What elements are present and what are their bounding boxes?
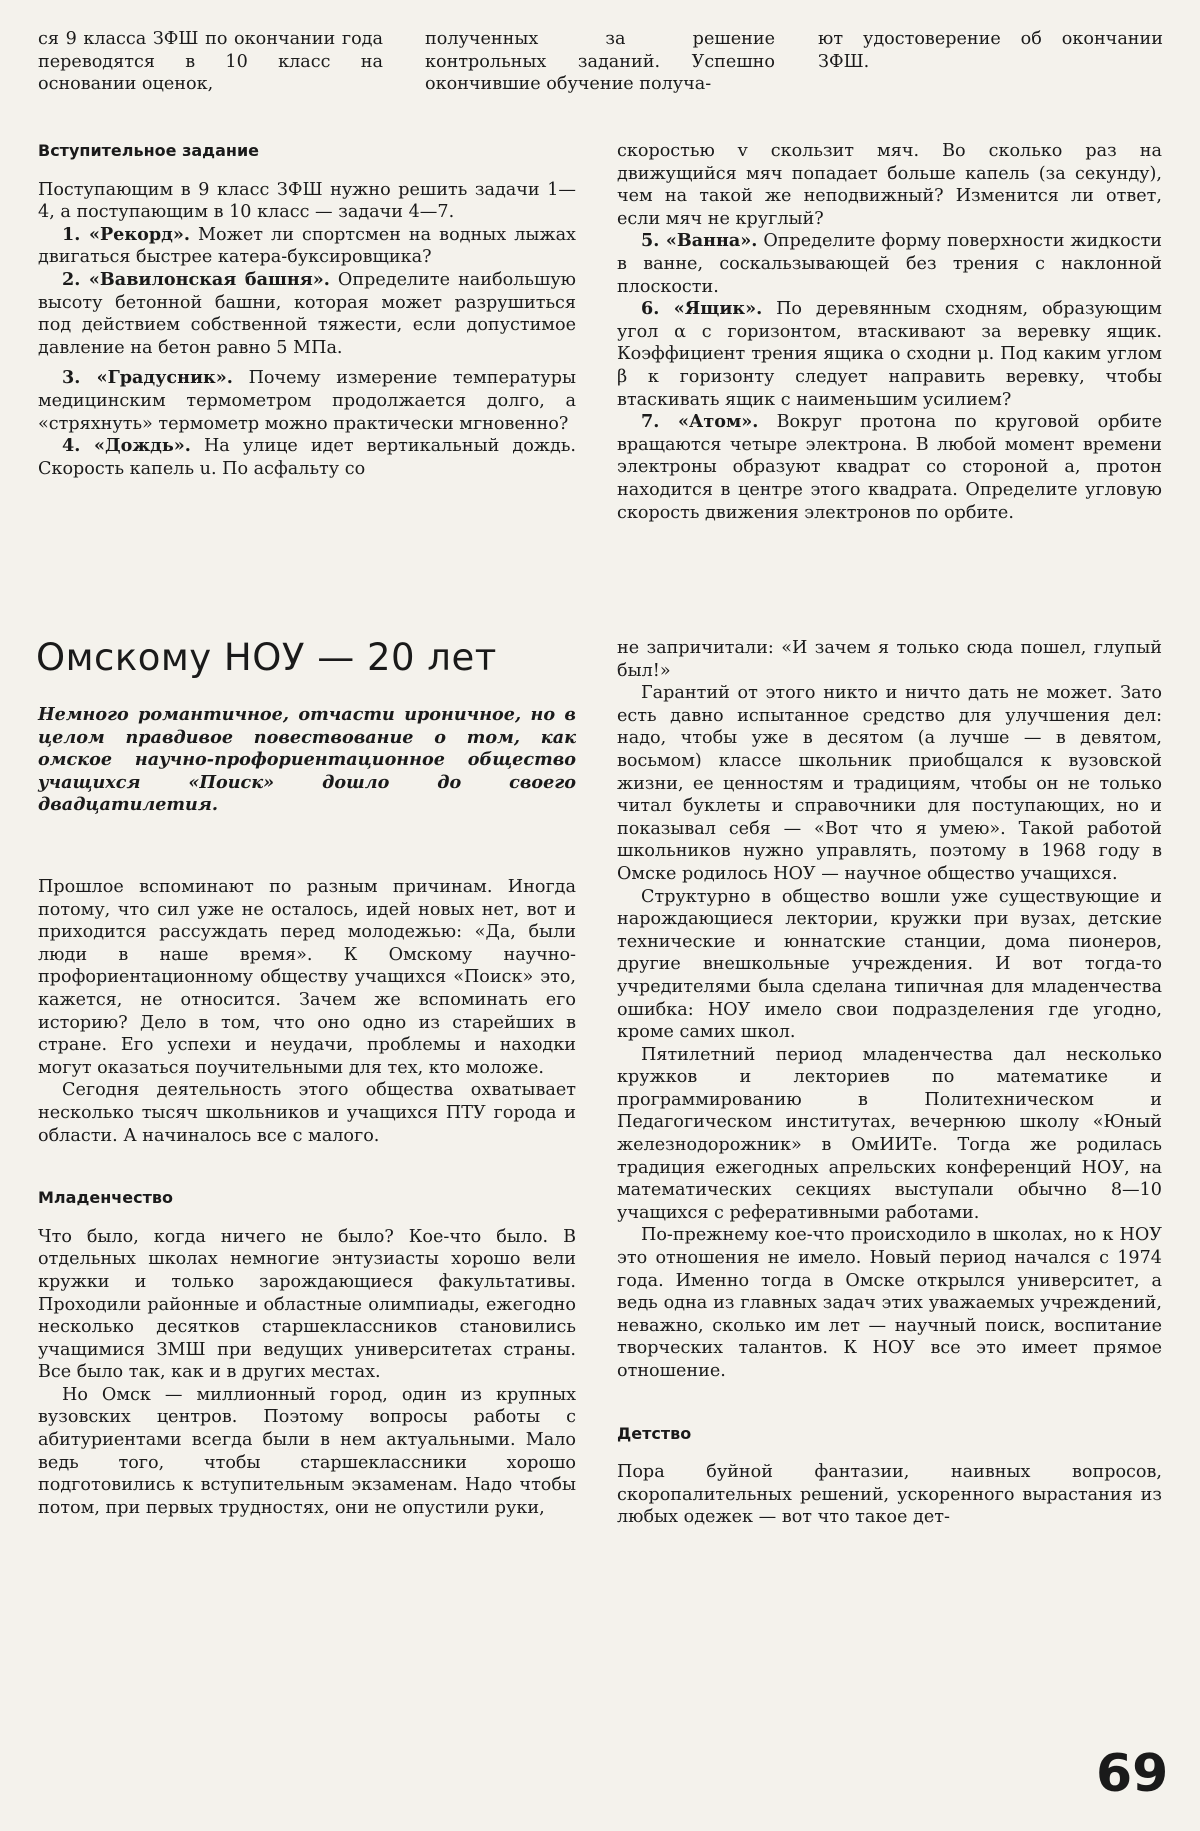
text-paragraph: Но Омск — миллионный город, один из крупных вузовских центров. Поэтому вопросы работы с абитуриентами всегда были в нем актуальными. Мало ведь того, чтобы старшеклассники хорошо подготовились к вступительным экзаменам. Надо чтобы потом, при первых трудностях, они не опустили руки, [38,1384,576,1518]
problem-label: 4. «Дождь». [62,435,191,457]
article-title: Омскому НОУ — 20 лет [36,636,497,679]
text-paragraph: Сегодня деятельность этого общества охватывает несколько тысяч школьников и учащихся ПТУ города и области. А начиналось все с малого. [38,1080,576,1146]
text-paragraph: полученных за решение контрольных заданий. Успешно окончившие обучение получа- [425,29,775,95]
problem-1: 1. «Рекорд». Может ли спортсмен на водных лыжах двигаться быстрее катера-буксировщика? [38,223,576,268]
problem-label: 2. «Вавилонская башня». [62,268,330,290]
page-number: 69 [1096,1744,1169,1804]
text-paragraph: Структурно в общество вошли уже существующие и нарождающиеся лектории, кружки при вузах, детские технические и юннатские станции, дома пионеров, другие внешкольные учреждения. И вот тогда-то учредителями была сделана типичная для младенчества ошибка: НОУ имело свои подразделения где угодно, кроме самих школ. [617,886,1162,1043]
top-fragment-col1 [38,28,383,96]
entrance-task-left [38,140,576,480]
problem-3: 3. «Градусник». Почему измерение температуры медицинским термометром продолжается долго, а «стряхнуть» термометр можно практически мгновенно? [38,367,576,434]
text-paragraph: Пятилетний период младенчества дал несколько кружков и лекториев по математике и программированию в Политехническом и Педагогическом институтах, вечернюю школу «Юный железнодорожник» в ОмИИТе. Тогда же родилась традиция ежегодных апрельских конференций НОУ, на математических секциях выступали обычно 8—10 учащихся с реферативными работами. [617,1044,1162,1223]
problem-5: 5. «Ванна». Определите форму поверхности жидкости в ванне, соскальзывающей без трения с наклонной плоскости. [617,230,1163,297]
text-paragraph: Гарантий от этого никто и ничто дать не может. Зато есть давно испытанное средство для улучшения дел: надо, чтобы уже в десятом (а лучше — в девятом, восьмом) классе школьник приобщался к вузовской жизни, ее ценностям и традициям, чтобы он не только читал буклеты и справочники для поступающих, но и показывал себя — «Вот что я умею». Такой работой школьников нужно управлять, поэтому в 1968 году в Омске родилось НОУ — научное общество учащихся. [617,683,1162,884]
text-paragraph: По-прежнему кое-что происходило в школах, но к НОУ это отношения не имело. Новый период начался с 1974 года. Именно тогда в Омске открылся университет, а ведь одна из главных задач этих уважаемых учреждений, неважно, сколько им лет — научный поиск, воспитание творческих талантов. К НОУ все это имеет прямое отношение. [617,1225,1162,1381]
text-paragraph: ся 9 класса ЗФШ по окончании года переводятся в 10 класс на основании оценок, [38,29,383,95]
entrance-task-intro: Поступающим в 9 класс ЗФШ нужно решить задачи 1—4, а поступающим в 10 класс — задачи 4—7. [38,179,576,223]
article-lead: Немного романтичное, отчасти ироничное, но в целом правдивое повествование о том, как омское научно-профориентационное общество учащихся «Поиск» дошло до своего двадцатилетия. [38,704,576,816]
problem-label: 5. «Ванна». [641,230,758,252]
problem-4: 4. «Дождь». На улице идет вертикальный дождь. Скорость капель u. По асфальту со [38,435,576,479]
article-left-column [38,876,576,1519]
text-paragraph: Что было, когда ничего не было? Кое-что было. В отдельных школах немногие энтузиасты хорошо вели кружки и только зарождающиеся факультативы. Проходили районные и областные олимпиады, ежегодно несколько десятков старшеклассников становились учащимися ЗМШ при ведущих университетах страны. Все было так, как и в других местах. [38,1226,576,1383]
problem-6: 6. «Ящик». По деревянным сходням, образующим угол α с горизонтом, втаскивают за веревку ящик. Коэффициент трения ящика о сходни μ. Под каким углом β к горизонту следует направить веревку, чтобы втаскивать ящик с наименьшим усилием? [617,298,1162,410]
section-heading-childhood: Детство [617,1423,692,1443]
text-paragraph: не запричитали: «И зачем я только сюда пошел, глупый был!» [617,638,1162,681]
section-heading-infancy: Младенчество [38,1188,173,1208]
article-right-column [617,637,1162,1529]
problem-label: 1. «Рекорд». [62,223,190,245]
problem-7: 7. «Атом». Вокруг протона по круговой орбите вращаются четыре электрона. В любой момент времени электроны образуют квадрат со стороной a, протон находится в центре этого квадрата. Определите угловую скорость движения электронов по орбите. [617,411,1163,523]
top-fragment-col2 [425,28,775,96]
problem-2: 2. «Вавилонская башня». Определите наибольшую высоту бетонной башни, которая может разрушиться под действием собственной тяжести, если допустимое давление на бетон равно 5 МПа. [38,268,576,358]
text-paragraph: Прошлое вспоминают по разным причинам. Иногда потому, что сил уже не осталось, идей новых нет, вот и приходится рассуждать перед молодежью: «Да, были люди в наше время». К Омскому научно-профориентационному обществу учащихся «Поиск» это, кажется, не относится. Зачем же вспоминать его историю? Дело в том, что оно одно из старейших в стране. Его успехи и неудачи, проблемы и находки могут оказаться поучительными для тех, кто моложе. [38,877,576,1078]
problem-label: 3. «Градусник». [62,367,233,389]
top-fragment-col3 [818,28,1163,73]
problem-label: 6. «Ящик». [641,298,763,320]
text-paragraph: ют удостоверение об окончании ЗФШ. [818,29,1163,72]
entrance-task-right [617,140,1162,524]
problem-4-continuation: скоростью v скользит мяч. Во сколько раз на движущийся мяч попадает больше капель (за секунду), чем на такой же неподвижный? Изменится ли ответ, если мяч не круглый? [617,141,1162,229]
entrance-task-heading: Вступительное задание [38,141,260,160]
text-paragraph: Пора буйной фантазии, наивных вопросов, скоропалительных решений, ускоренного вырастания из любых одежек — вот что такое дет- [617,1462,1162,1528]
problem-label: 7. «Атом». [641,411,759,433]
